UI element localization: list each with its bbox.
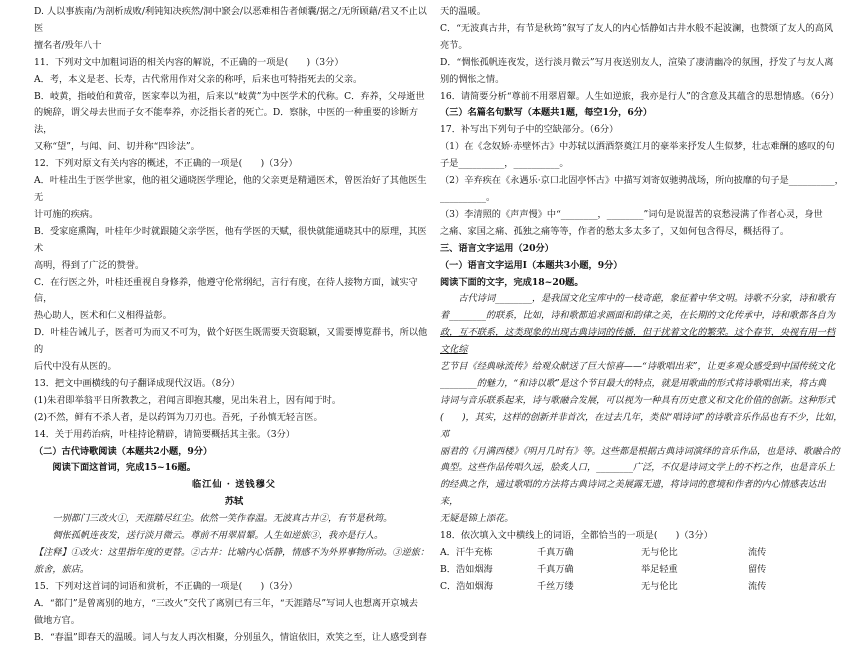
option-18c xyxy=(440,579,844,596)
option-12b: B．受家庭熏陶，叶桂年少时就跟随父亲学医，他有学医的天赋，很快就能通晓其中的原理，其医术 xyxy=(34,225,427,254)
question-17-3: （3）李清照的《声声慢》中“________，________”词句是说湿苦的哀愁浸满了作者心灵，身世 xyxy=(440,208,823,220)
option-cell: 留传 xyxy=(748,563,767,575)
question-15: 15．下列对这首词的词语和赏析，不正确的一项是( )（3分） xyxy=(34,580,298,592)
text-line: 擅名者/殁年八十 xyxy=(34,39,102,51)
option-12d: D．叶桂告诫儿子，医者可为而又不可为，做个好医生既需要天资聪颖，又需要博览群书，所以他的 xyxy=(34,327,428,356)
option-11b-cont: 的婉辞，谓父母去世而子女不能奉养，亦泛指长者的死亡。D．察脉，中医的一种重要的诊断方法， xyxy=(34,107,419,136)
question-17-1-cont: 子是__________，__________。 xyxy=(440,158,569,170)
poem-notes: 【注释】①改火：这里指年度的更替。②古井：比喻内心恬静，情感不为外界事物所动。③逆旅： xyxy=(34,547,430,558)
option-cell: 流传 xyxy=(748,580,767,592)
left-column xyxy=(34,4,434,646)
option-12c-cont: 热心助人，医术和仁义相得益彰。 xyxy=(34,310,172,322)
option-12a: A．叶桂出生于医学世家，他的祖父通晓医学理论，他的父亲更是精通医术，曾医治好了其他医生无 xyxy=(34,175,427,203)
poem-title: 临江仙 · 送钱穆父 xyxy=(192,479,276,491)
poem-line: 惆怅孤帆连夜发，送行淡月微云。尊前不用翠眉颦。人生如逆旅③，我亦是行人。 xyxy=(52,530,384,542)
option-15b: B．“春温”即春天的温暖。词人与友人再次相聚，分别虽久，情谊依旧，欢笑之至，让人感受到春 xyxy=(34,631,427,643)
passage-line: 无疑是锦上添花。 xyxy=(440,513,514,525)
question-12: 12．下列对原文有关内容的概述，不正确的一项是( )（3分） xyxy=(34,158,298,170)
question-17-3-cont: 之痛、家国之痛、孤独之痛等等，作者的愁太多太多了，又如何包含得尽，概括得了。 xyxy=(440,225,790,237)
right-column xyxy=(440,4,844,596)
option-18a xyxy=(440,545,844,562)
question-17-2-cont: __________。 xyxy=(440,191,496,203)
passage-line: ( )，其实，这样的创新并非首次，在过去几年，类似“唱诗词”的诗歌音乐作品也有不少，比如，邓 xyxy=(440,411,843,440)
passage-line: 着________的联系，比如，诗和歌都追求画面和韵律之美，在长期的文化传承中，诗和歌都各自为 xyxy=(440,310,836,322)
passage-line: 诗词与音乐联系起来，诗与歌融合发展，可以视为一种具有历史意义和文化价值的创新。这种形式 xyxy=(440,394,836,406)
question-14: 14．关于用药治病，叶桂持论精辟，请简要概括其主张。（3分） xyxy=(34,428,295,440)
section-heading: （二）古代诗歌阅读（本题共2小题，9分） xyxy=(34,445,213,457)
option-15a: A．“都门”是曾离别的地方，“三改火”交代了离别已有三年，“天涯踏尽”写词人也想离开京城去 xyxy=(34,597,418,609)
option-12a-cont: 计可施的疾病。 xyxy=(34,208,99,220)
option-cell: 千丝万缕 xyxy=(537,580,574,592)
question-16: 16．请简要分析“尊前不用翠眉颦。人生如逆旅，我亦是行人”的含意及其蕴含的思想情感。（6分） xyxy=(440,90,840,102)
option-cell: B．浩如烟海 xyxy=(440,563,493,575)
question-17: 17．补写出下列句子中的空缺部分。（6分） xyxy=(440,124,619,136)
option-cell: 千真万确 xyxy=(537,563,574,575)
passage-line-underlined: 政，互不联系，这类现象的出现古典诗词的传播，但于扰着文化的繁荣。这个春节，央视有用一档文化综 xyxy=(440,327,836,356)
option-cell: C．浩如烟海 xyxy=(440,580,493,592)
option-cell: 举足轻重 xyxy=(641,563,678,575)
question-13: 13．把文中画横线的句子翻译成现代汉语。（8分） xyxy=(34,377,240,389)
question-13-1: (1)朱君即举翁平日所教教之，君闻言即抱其瘿，见出朱君上，因有闻于时。 xyxy=(34,394,342,406)
passage-line: 典型。这些作品传唱久远，脍炙人口，________广泛，不仅是诗词文学上的不朽之作，也是音乐上 xyxy=(440,462,836,474)
question-17-1: （1）在《念奴娇·赤壁怀古》中苏轼以洒酒祭奠江月的豪举来抒发人生似梦，壮志难酬的感叹的句 xyxy=(440,141,835,153)
text-line: D. 人以事族南/为剖析成败/利钝知决疾然/洞中窾会/以恶难相告者倾囊/据之/无所顾藉/君又不止以医 xyxy=(34,6,427,34)
option-15d: D．“惆怅孤帆连夜发，送行淡月微云”写月夜送别友人，渲染了凄清幽冷的氛围，抒发了与友人离 xyxy=(440,56,834,68)
option-15c-cont: 亮节。 xyxy=(440,39,468,51)
option-15d-cont: 别的惆怅之情。 xyxy=(440,73,505,85)
passage-line: 丽君的《月满西楼》《明月几时有》等。这些都是根据古典诗词演绎的音乐作品，也是诗、歌融合的 xyxy=(440,445,840,457)
option-cell: A．汗牛充栋 xyxy=(440,547,493,558)
option-cell: 无与伦比 xyxy=(641,547,678,558)
poem-author: 苏轼 xyxy=(224,496,244,508)
question-17-2: （2）辛弃疾在《永遇乐·京口北固亭怀古》中描写刘寄奴驰骋战场，所向披靡的句子是__________， xyxy=(440,175,844,187)
section-heading: （三）名篇名句默写（本题共1题，每空1分，6分） xyxy=(440,107,653,119)
option-15b-cont: 天的温暖。 xyxy=(440,6,486,17)
option-12c: C．在行医之外，叶桂还重视自身修养，他遵守伦常纲纪，言行有度，在待人接物方面，诚实守信， xyxy=(34,276,418,305)
poem-line: 一别都门三改火①，天涯踏尽红尘。依然一笑作春温。无波真古井②，有节是秋筠。 xyxy=(52,513,393,525)
option-15a-cont: 做地方官。 xyxy=(34,614,80,626)
option-12d-cont: 后代中没有从医的。 xyxy=(34,361,117,373)
option-cell: 无与伦比 xyxy=(641,580,678,592)
option-11b-cont: 又称“望”，与闻、问、切并称“四诊法”。 xyxy=(34,141,200,153)
passage-line: ________的魅力，“和诗以歌”是这个节目最大的特点，就是用歌曲的形式将诗歌唱出来，将古典 xyxy=(440,377,827,389)
option-15c: C．“无波真古井，有节是秋筠”叙写了友人的内心恬静如古井水般不起波澜，也赞颂了友人的高风 xyxy=(440,22,834,34)
passage-line: 古代诗词________，是我国文化宝库中的一枝奇葩，象征着中华文明。诗歌不分家，诗和歌有 xyxy=(458,293,836,305)
poem-notes-cont: 旅舍，旅店。 xyxy=(34,563,90,575)
section-heading: 三、语言文字运用（20分） xyxy=(440,242,554,254)
option-18b xyxy=(440,562,844,579)
question-11: 11．下列对文中加粗词语的相关内容的解说，不正确的一项是( )（3分） xyxy=(34,56,344,68)
question-18: 18．依次填入文中横线上的词语，全都恰当的一项是( )（3分） xyxy=(440,530,713,542)
section-subheading: （一）语言文字运用Ⅰ（本题共3小题，9分） xyxy=(440,259,623,271)
passage-line: 艺节目《经典咏流传》给观众献送了巨大惊喜——“诗歌唱出来”，让更多观众感受到中国传统文化 xyxy=(440,361,836,373)
reading-instruction: 阅读下面的文字，完成18~20题。 xyxy=(440,276,584,288)
option-12b-cont: 高明，得到了广泛的赞誉。 xyxy=(34,259,145,271)
option-11a: A．考，本义是老、长寿，古代常用作对父亲的称呼，后来也可特指死去的父亲。 xyxy=(34,73,363,85)
passage-line: 的经典之作，通过歌唱的方法将古典诗词之美展露无遗，将诗词的意境和作者的内心情感表达出来， xyxy=(440,479,826,508)
option-cell: 千真万确 xyxy=(537,547,574,558)
question-13-2: (2)不然，鲜有不杀人者，是以药饵为刀刃也。吾死，子孙慎无轻言医。 xyxy=(34,411,323,423)
option-11b: B．岐黄，指岐伯和黄帝，医家奉以为祖，后来以“岐黄”为中医学术的代称。C．弃养，父母逝世 xyxy=(34,90,425,102)
reading-instruction: 阅读下面这首词，完成15~16题。 xyxy=(52,462,196,474)
option-cell: 流传 xyxy=(748,547,767,558)
